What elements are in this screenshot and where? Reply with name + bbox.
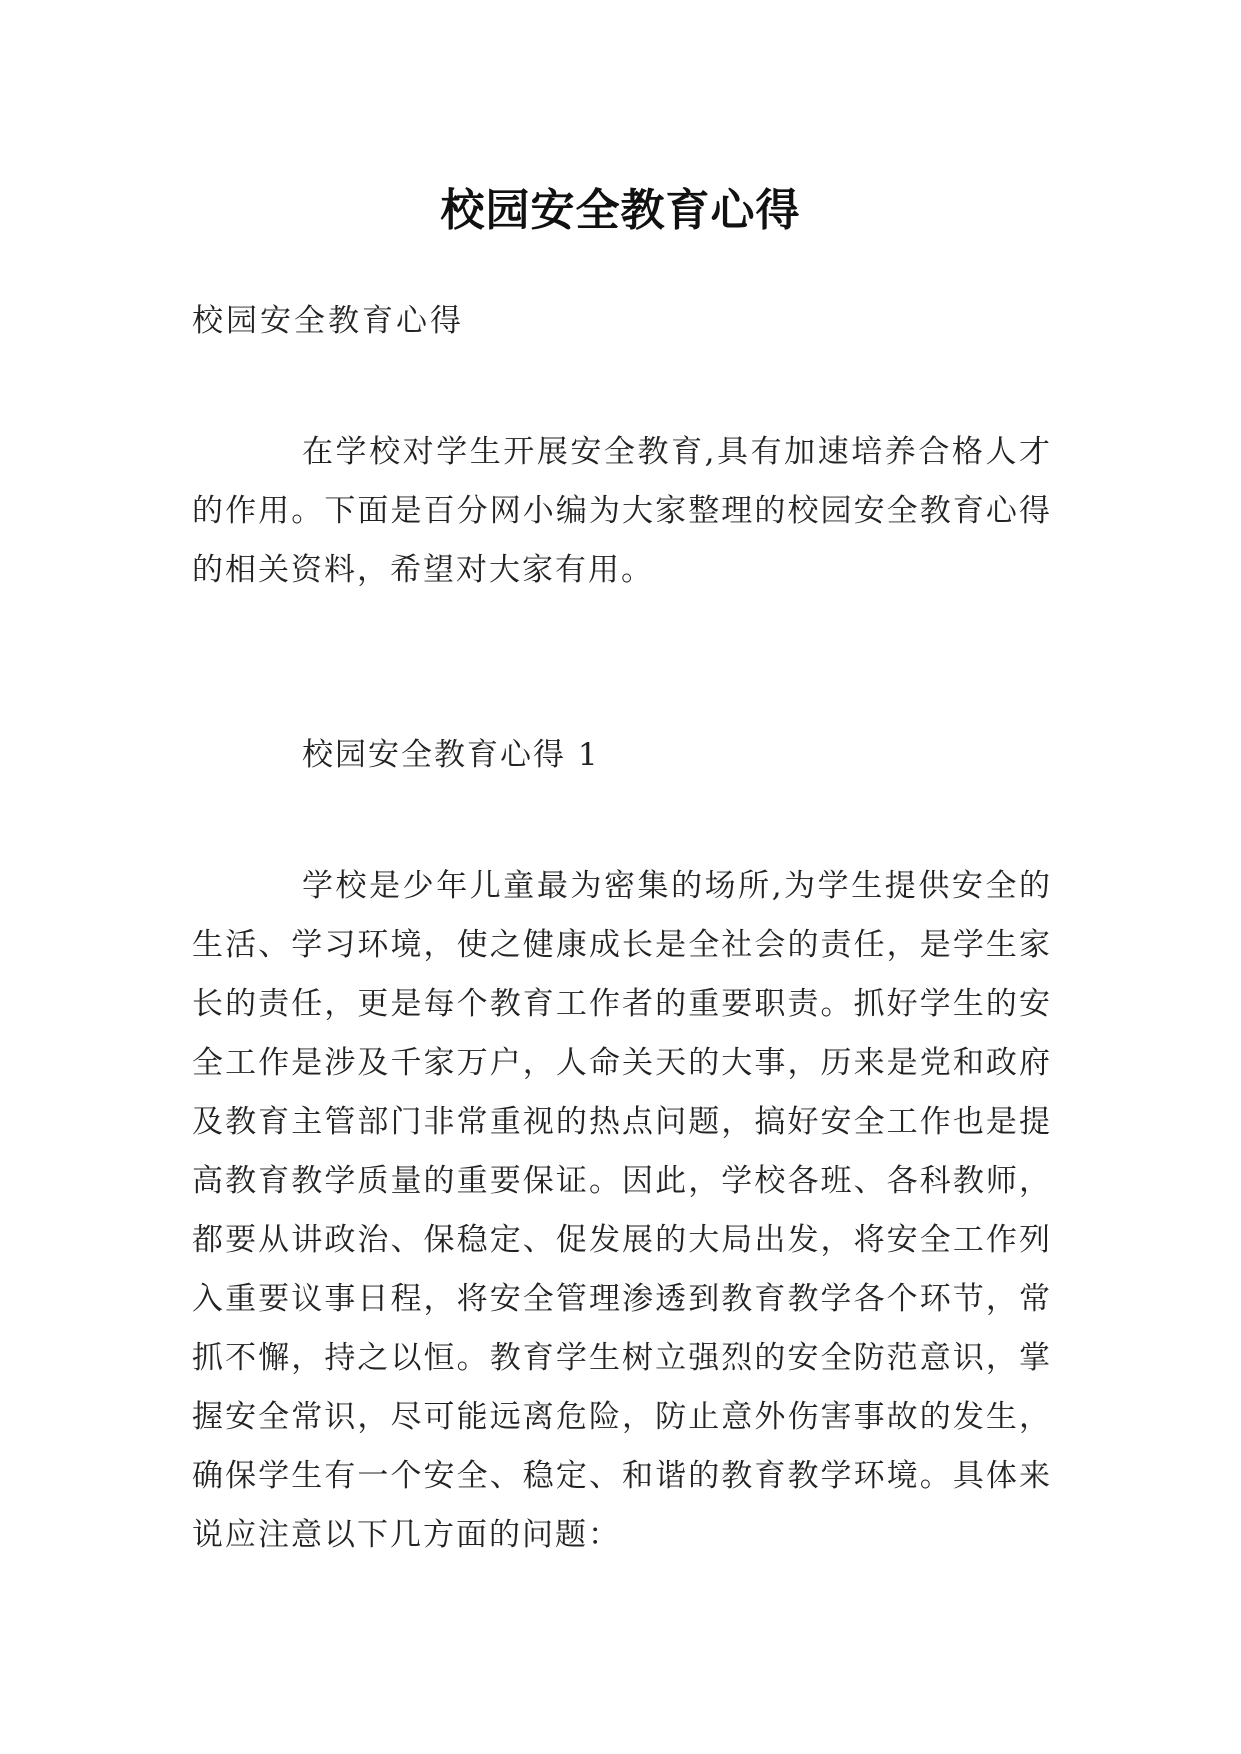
section-heading: 校园安全教育心得 1 xyxy=(302,737,600,773)
document-body xyxy=(192,292,1052,1565)
document-title: 校园安全教育心得 xyxy=(440,185,801,237)
intro-paragraph: 在学校对学生开展安全教育,具有加速培养合格人才的作用。下面是百分网小编为大家整理的校园安全教育心得的相关资料，希望对大家有用。 xyxy=(192,434,1052,588)
document-subtitle: 校园安全教育心得 xyxy=(192,303,464,339)
body-paragraph: 学校是少年儿童最为密集的场所,为学生提供安全的生活、学习环境，使之健康成长是全社会的责任，是学生家长的责任，更是每个教育工作者的重要职责。抓好学生的安全工作是涉及千家万户，人命关天的大事，历来是党和政府及教育主管部门非常重视的热点问题，搞好安全工作也是提高教育教学质量的重要保证。因此，学校各班、各科教师，都要从讲政治、保稳定、促发展的大局出发，将安全工作列入重要议事日程，将安全管理渗透到教育教学各个环节，常抓不懈，持之以恒。教育学生树立强烈的安全防范意识，掌握安全常识，尽可能远离危险，防止意外伤害事故的发生，确保学生有一个安全、稳定、和谐的教育教学环境。具体来说应注意以下几方面的问题： xyxy=(192,868,1052,1553)
